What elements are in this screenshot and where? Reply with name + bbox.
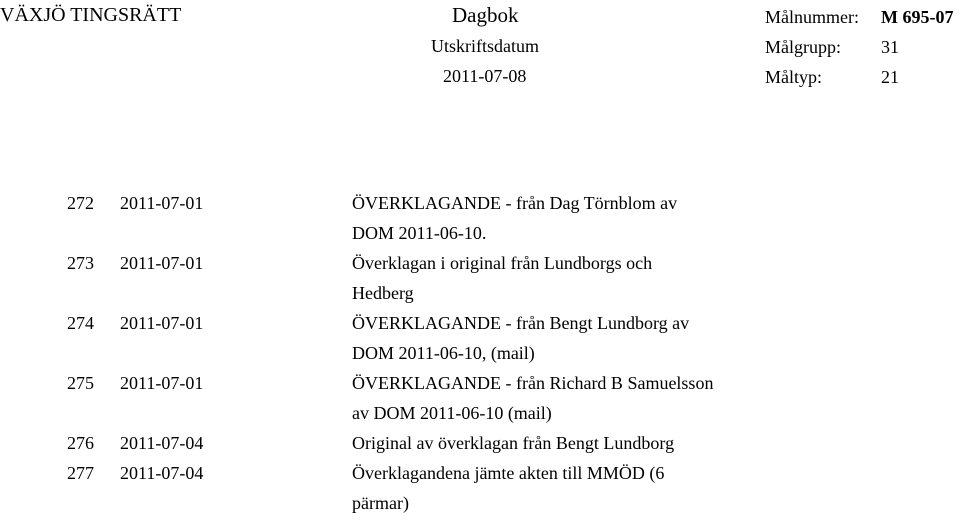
entry-description: ÖVERKLAGANDE - från Richard B Samuelsson [352,373,714,393]
entry-date: 2011-07-01 [120,313,204,333]
entry-number: 276 [67,433,94,453]
case-group: 31 [881,37,899,57]
case-type-label: Måltyp: [765,67,822,87]
entry-number: 272 [67,193,94,213]
entry-date: 2011-07-04 [120,463,204,483]
entry-number: 275 [67,373,94,393]
case-group-label: Målgrupp: [765,37,841,57]
entry-description: Överklagandena jämte akten till MMÖD (6 [352,463,665,483]
entry-description: Original av överklagan från Bengt Lundborg [352,433,675,453]
entry-date: 2011-07-01 [120,193,204,213]
entry-description: ÖVERKLAGANDE - från Bengt Lundborg av [352,313,690,333]
entry-number: 274 [67,313,94,333]
case-number: M 695-07 [881,7,954,27]
journal-entries [0,188,960,518]
journal-entry [0,458,960,518]
entry-description-continued: av DOM 2011-06-10 (mail) [352,403,552,423]
entry-date: 2011-07-01 [120,253,204,273]
court-name: VÄXJÖ TINGSRÄTT [0,4,182,26]
journal-entry [0,428,960,458]
entry-description-continued: Hedberg [352,283,414,303]
entry-description-continued: DOM 2011-06-10, (mail) [352,343,535,363]
entry-date: 2011-07-01 [120,373,204,393]
case-type: 21 [881,67,899,87]
document-title: Dagbok [452,3,519,27]
entry-number: 273 [67,253,94,273]
print-date-label: Utskriftsdatum [431,36,539,56]
case-number-label: Målnummer: [765,7,859,27]
entry-description-continued: pärmar) [352,493,409,513]
journal-entry [0,248,960,308]
journal-entry [0,188,960,248]
entry-description-continued: DOM 2011-06-10. [352,223,487,243]
entry-number: 277 [67,463,94,483]
entry-description: ÖVERKLAGANDE - från Dag Törnblom av [352,193,678,213]
journal-entry [0,368,960,428]
print-date: 2011-07-08 [443,66,527,86]
journal-entry [0,308,960,368]
entry-description: Överklagan i original från Lundborgs och [352,253,653,273]
entry-date: 2011-07-04 [120,433,204,453]
